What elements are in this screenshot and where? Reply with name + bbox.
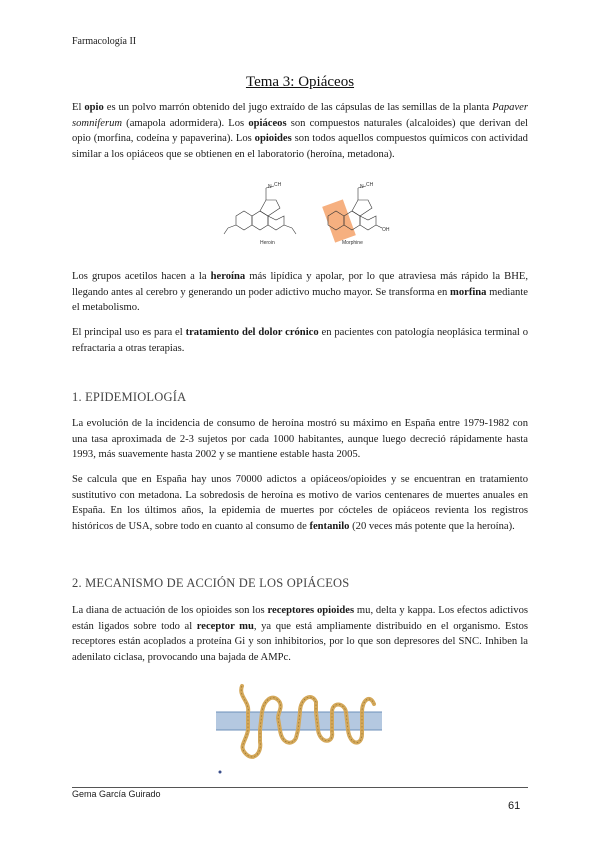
text-run: , ya que está ampliamente distribuido en el organismo. Estos receptores están acoplados a proteína Gi y son inhibitorios, por lo que son depresores del SNC. Inhiben la adenilato ciclasa, provocando una bajada de AMPc. [72,620,528,663]
text-run: más lipídica y apolar, por lo que atraviesa más rápido la BHE, llegando antes al cerebro y generando un poder adictivo mucho mayor. Se transforma en [72,271,528,298]
page-number: 61 [508,800,521,812]
morphine-label: Morphine [342,240,363,246]
svg-text:N: N [360,184,364,190]
header-subject: Farmacología II [72,36,137,47]
text-run: Se calcula que en España hay unos 70000 adictos a opiáceos/opioides y se encuentran en tratamiento sustitutivo con metadona. La sobredosis de heroína es motivo de varios centenares de muertes anuales en España. En los últimos años, la epidemia de muertes por cócteles de opiáceos revienta los registros históricos de USA, sobre todo en cuanto al consumo de [72,474,528,532]
section-heading-mechanism: 2. MECANISMO DE ACCIÓN DE LOS OPIÁCEOS [72,576,350,590]
italic-term: Papaver somniferum [72,102,528,129]
svg-text:OH: OH [382,227,390,233]
text-run: El [72,102,85,113]
svg-text:N: N [268,184,272,190]
text-run: La diana de actuación de los opioides son los [72,605,268,616]
bold-term: morfina [450,286,487,298]
section-heading-epidemiology: 1. EPIDEMIOLOGÍA [72,390,187,404]
epidemiology-paragraph-1 [72,416,528,463]
text-run: mediante el metabolismo. [72,286,529,313]
page-title: Tema 3: Opiáceos [245,74,355,90]
footer-divider [72,787,528,788]
intro-paragraph-3 [72,325,528,356]
svg-text:CH: CH [274,182,282,188]
bold-term: tratamiento del dolor crónico [185,327,319,338]
text-run: son todos aquellos compuestos químicos con actividad similar a los opiáceos que se obtienen en el laboratorio (heroína, metadona). [72,133,528,160]
text-run: (amapola adormidera). Los [122,117,249,129]
text-run: Los grupos acetilos hacen a la [72,271,211,282]
text-run: son compuestos naturales (alcaloides) que derivan del opio (morfina, codeína y papaverina). Los [72,117,528,144]
bold-term: opio [84,102,104,113]
highlight-block [322,199,356,242]
text-run: La evolución de la incidencia de consumo de heroína mostró su máximo en España entre 1979-1982 con una tasa aproximada de 2-3 sujetos por cada 1000 habitantes, aunque luego decreció rápidamente hasta 1993, más suavemente hasta 2002 y se mantiene estable hasta 2005. [72,418,528,460]
epidemiology-paragraph-2 [72,472,528,534]
text-run: es un polvo marrón obtenido del jugo extraído de las cápsulas de las semillas de la planta [103,102,493,113]
footer-author: Gema García Guirado [72,789,161,799]
mechanism-paragraph-1 [72,603,528,665]
heroin-label: Heroin [260,240,275,246]
bold-term: heroína [210,271,246,282]
svg-text:CH: CH [366,182,374,188]
opioid-receptor-membrane-figure [212,672,386,776]
text-run: El principal uso es para el [72,327,186,338]
bold-term: receptor mu [196,620,254,632]
text-run: en pacientes con patología neoplásica terminal o refractaria a otras terapias. [72,327,528,354]
heroin-structure [224,186,296,234]
bold-term: opiáceos [248,117,287,129]
text-run: (20 veces más potente que la heroína). [349,520,515,532]
text-run: mu, delta y kappa. Los efectos adictivos están ligados sobre todo al [72,605,529,632]
bold-term: receptores opioides [267,605,355,616]
bold-term: fentanilo [309,520,350,532]
marker-dot [219,771,222,774]
intro-paragraph-2 [72,269,528,316]
bold-term: opioides [254,133,292,144]
heroin-morphine-structures-figure [222,178,398,248]
intro-paragraph-1 [72,100,528,162]
